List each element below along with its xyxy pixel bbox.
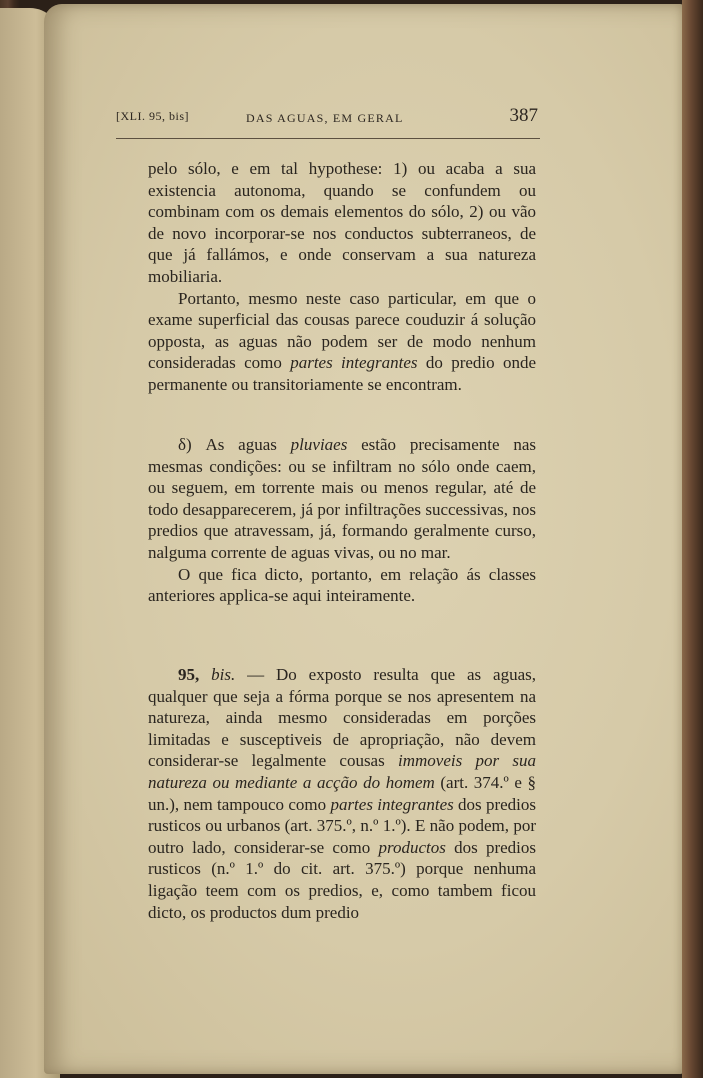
section-reference: [XLI. 95, bis] (116, 109, 189, 123)
paragraph-5-italic-2: partes integrantes (330, 794, 454, 814)
body-text-block-3 (148, 664, 536, 923)
paragraph-5-italic-3: productos (378, 837, 446, 857)
running-header (116, 105, 540, 129)
section-number: 95, (178, 665, 200, 684)
paragraph-5-text-b: (art. 374.º e § un.), nem tampouco como (148, 772, 536, 814)
paragraph-1: pelo sólo, e em tal hypothese: 1) ou acaba a sua existencia autonoma, quando se confundem ou combinam com os demais elementos do sólo, 2) ou vão de novo incorporar-se nos conductos subterraneos, de que já fallámos, e onde conservam a sua natureza mobiliaria. (148, 159, 536, 286)
paragraph-3 (148, 434, 536, 564)
paragraph-2-text-b: do predio onde permanente ou transitoriamente se encontram. (148, 353, 536, 394)
body-text-block-1 (148, 158, 536, 396)
paragraph-2-text-a: Portanto, mesmo neste caso particular, em que o exame superficial das cousas parece couduzir á solução opposta, as aguas não podem ser de modo nenhum consideradas como (148, 288, 536, 373)
paragraph-5-italic-1: immoveis por sua natureza ou mediante a acção do homem (148, 751, 536, 792)
paragraph-3-italic: pluviaes (290, 435, 348, 454)
running-title: DAS AGUAS, EM GERAL (246, 111, 404, 125)
paragraph-5-text-a: — Do exposto resulta que as aguas, qualquer que seja a fórma porque se nos apresentem na natureza, ainda mesmo consideradas em porções limitadas e susceptiveis de apropriação, não devem considerar-se legalmente cousas (148, 665, 537, 771)
paragraph-4: O que fica dicto, portanto, em relação ás classes anteriores applica-se aqui inteiramente. (148, 564, 536, 606)
paragraph-5 (148, 664, 536, 923)
paragraph-2 (148, 288, 536, 396)
paragraph-3-text-a: δ) As aguas (178, 435, 291, 454)
section-bis: bis. (211, 665, 236, 684)
page-number: 387 (509, 105, 538, 126)
paragraph-5-text-c: dos predios rusticos ou urbanos (art. 375.º, n.º 1.º). E não podem, por outro lado, considerar-se como (148, 794, 536, 857)
page-stack-edge (682, 0, 703, 1078)
header-rule (116, 138, 540, 139)
paragraph-3-text-b: estão precisamente nas mesmas condições: ou se infiltram no sólo onde caem, ou seguem, em torrente mais ou menos regular, até de todo desapparecerem, já por infiltrações successivas, nos predios que atravessam, já, formando geralmente curso, nalguma corrente de aguas vivas, ou no mar. (148, 435, 536, 562)
paragraph-2-italic: partes integrantes (290, 353, 418, 373)
paragraph-5-text-d: dos predios rusticos (n.º 1.º do cit. art. 375.º) porque nenhuma ligação teem com os predios, e, como tambem ficou dicto, os productos dum predio (148, 837, 536, 922)
body-text-block-2 (148, 434, 536, 607)
